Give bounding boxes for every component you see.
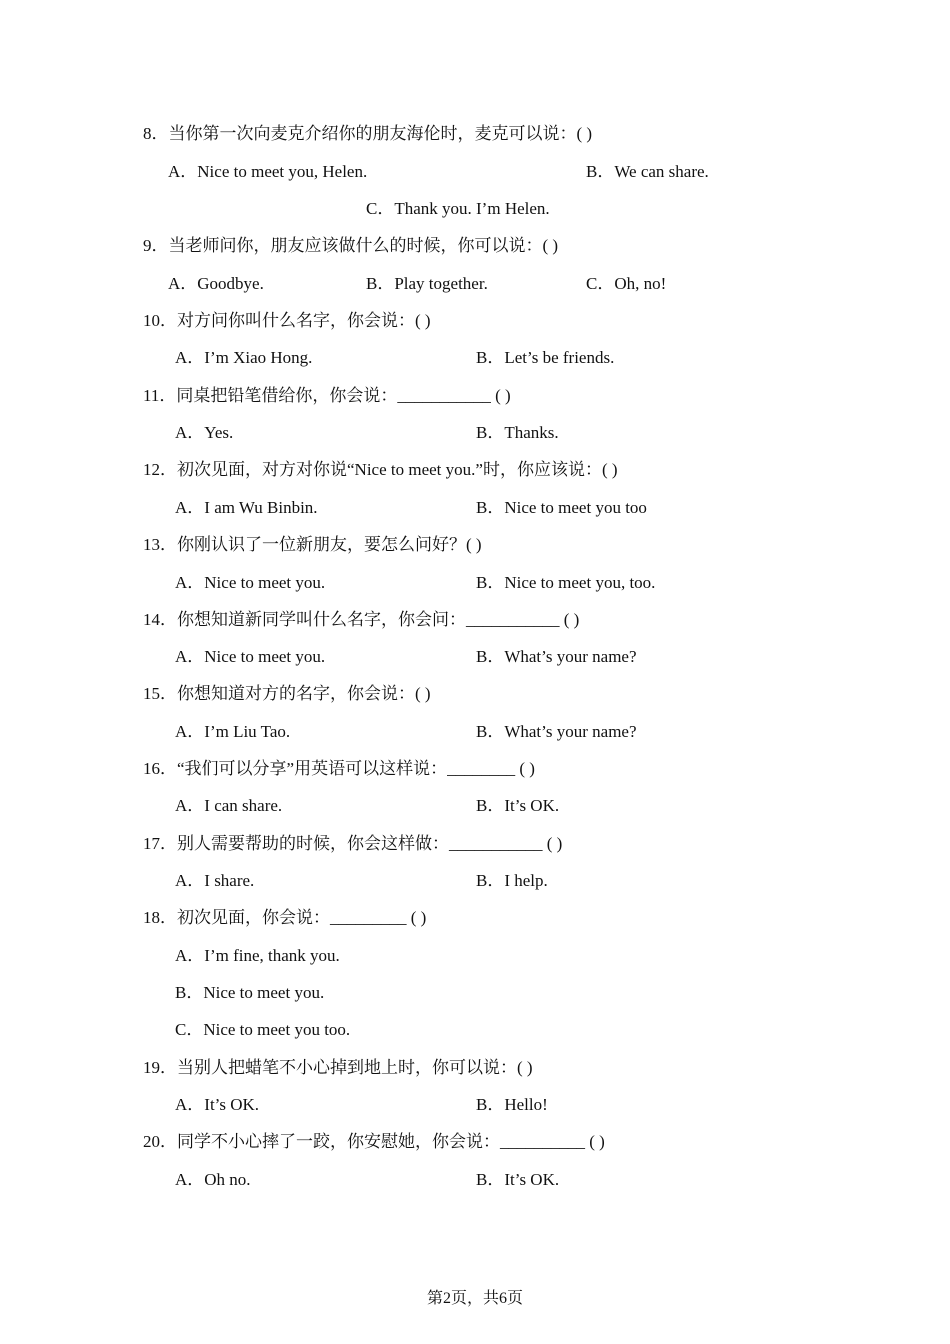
option-b: B．I help. <box>476 871 548 890</box>
option-a: A．I am Wu Binbin. <box>175 498 318 517</box>
option-a: A．Oh no. <box>175 1170 251 1189</box>
question-stem: 18．初次见面，你会说：_________ ( ) <box>143 908 427 927</box>
option-a: A．Yes. <box>175 423 234 442</box>
option-b: B．Hello! <box>476 1095 548 1114</box>
option-a: A．I’m Liu Tao. <box>175 722 291 741</box>
question-stem: 8．当你第一次向麦克介绍你的朋友海伦时，麦克可以说：( ) <box>143 124 593 143</box>
option-a: A．I’m Xiao Hong. <box>175 348 313 367</box>
option-b: B．Nice to meet you. <box>175 983 325 1002</box>
option-b: B．We can share. <box>586 162 709 181</box>
option-b: B．What’s your name? <box>476 722 637 741</box>
question-stem: 20．同学不小心摔了一跤，你安慰她，你会说：__________ ( ) <box>143 1132 605 1151</box>
question-stem: 14．你想知道新同学叫什么名字，你会问：___________ ( ) <box>143 610 580 629</box>
question-stem: 16．“我们可以分享”用英语可以这样说：________ ( ) <box>143 759 535 778</box>
question-stem: 9．当老师问你，朋友应该做什么的时候，你可以说：( ) <box>143 236 559 255</box>
question-stem: 13．你刚认识了一位新朋友，要怎么问好？( ) <box>143 535 482 554</box>
option-b: B．It’s OK. <box>476 796 560 815</box>
option-c: C．Thank you. I’m Helen. <box>366 199 550 218</box>
option-b: B．It’s OK. <box>476 1170 560 1189</box>
option-b: B．Nice to meet you too <box>476 498 647 517</box>
question-stem: 19．当别人把蜡笔不小心掉到地上时，你可以说：( ) <box>143 1058 533 1077</box>
question-stem: 11．同桌把铅笔借给你，你会说：___________ ( ) <box>143 386 511 405</box>
option-a: A．It’s OK. <box>175 1095 260 1114</box>
option-b: B．Let’s be friends. <box>476 348 615 367</box>
page-number: 第2页，共6页 <box>426 1290 523 1307</box>
option-c: C．Nice to meet you too. <box>175 1020 351 1039</box>
option-a: A．Nice to meet you. <box>175 573 326 592</box>
option-a: A．Nice to meet you, Helen. <box>168 162 368 181</box>
option-c: C．Oh, no! <box>586 274 667 293</box>
question-stem: 12．初次见面，对方对你说“Nice to meet you.”时，你应该说：( ) <box>143 460 618 479</box>
option-b: B．Thanks. <box>476 423 559 442</box>
question-stem: 15．你想知道对方的名字，你会说：( ) <box>143 684 431 703</box>
option-a: A．Nice to meet you. <box>175 647 326 666</box>
option-a: A．Goodbye. <box>168 274 264 293</box>
option-a: A．I share. <box>175 871 255 890</box>
option-b: B．Nice to meet you, too. <box>476 573 656 592</box>
question-stem: 10．对方问你叫什么名字，你会说：( ) <box>143 311 431 330</box>
option-b: B．Play together. <box>366 274 488 293</box>
option-b: B．What’s your name? <box>476 647 637 666</box>
option-a: A．I’m fine, thank you. <box>175 946 340 965</box>
question-stem: 17．别人需要帮助的时候，你会这样做：___________ ( ) <box>143 834 563 853</box>
option-a: A．I can share. <box>175 796 283 815</box>
